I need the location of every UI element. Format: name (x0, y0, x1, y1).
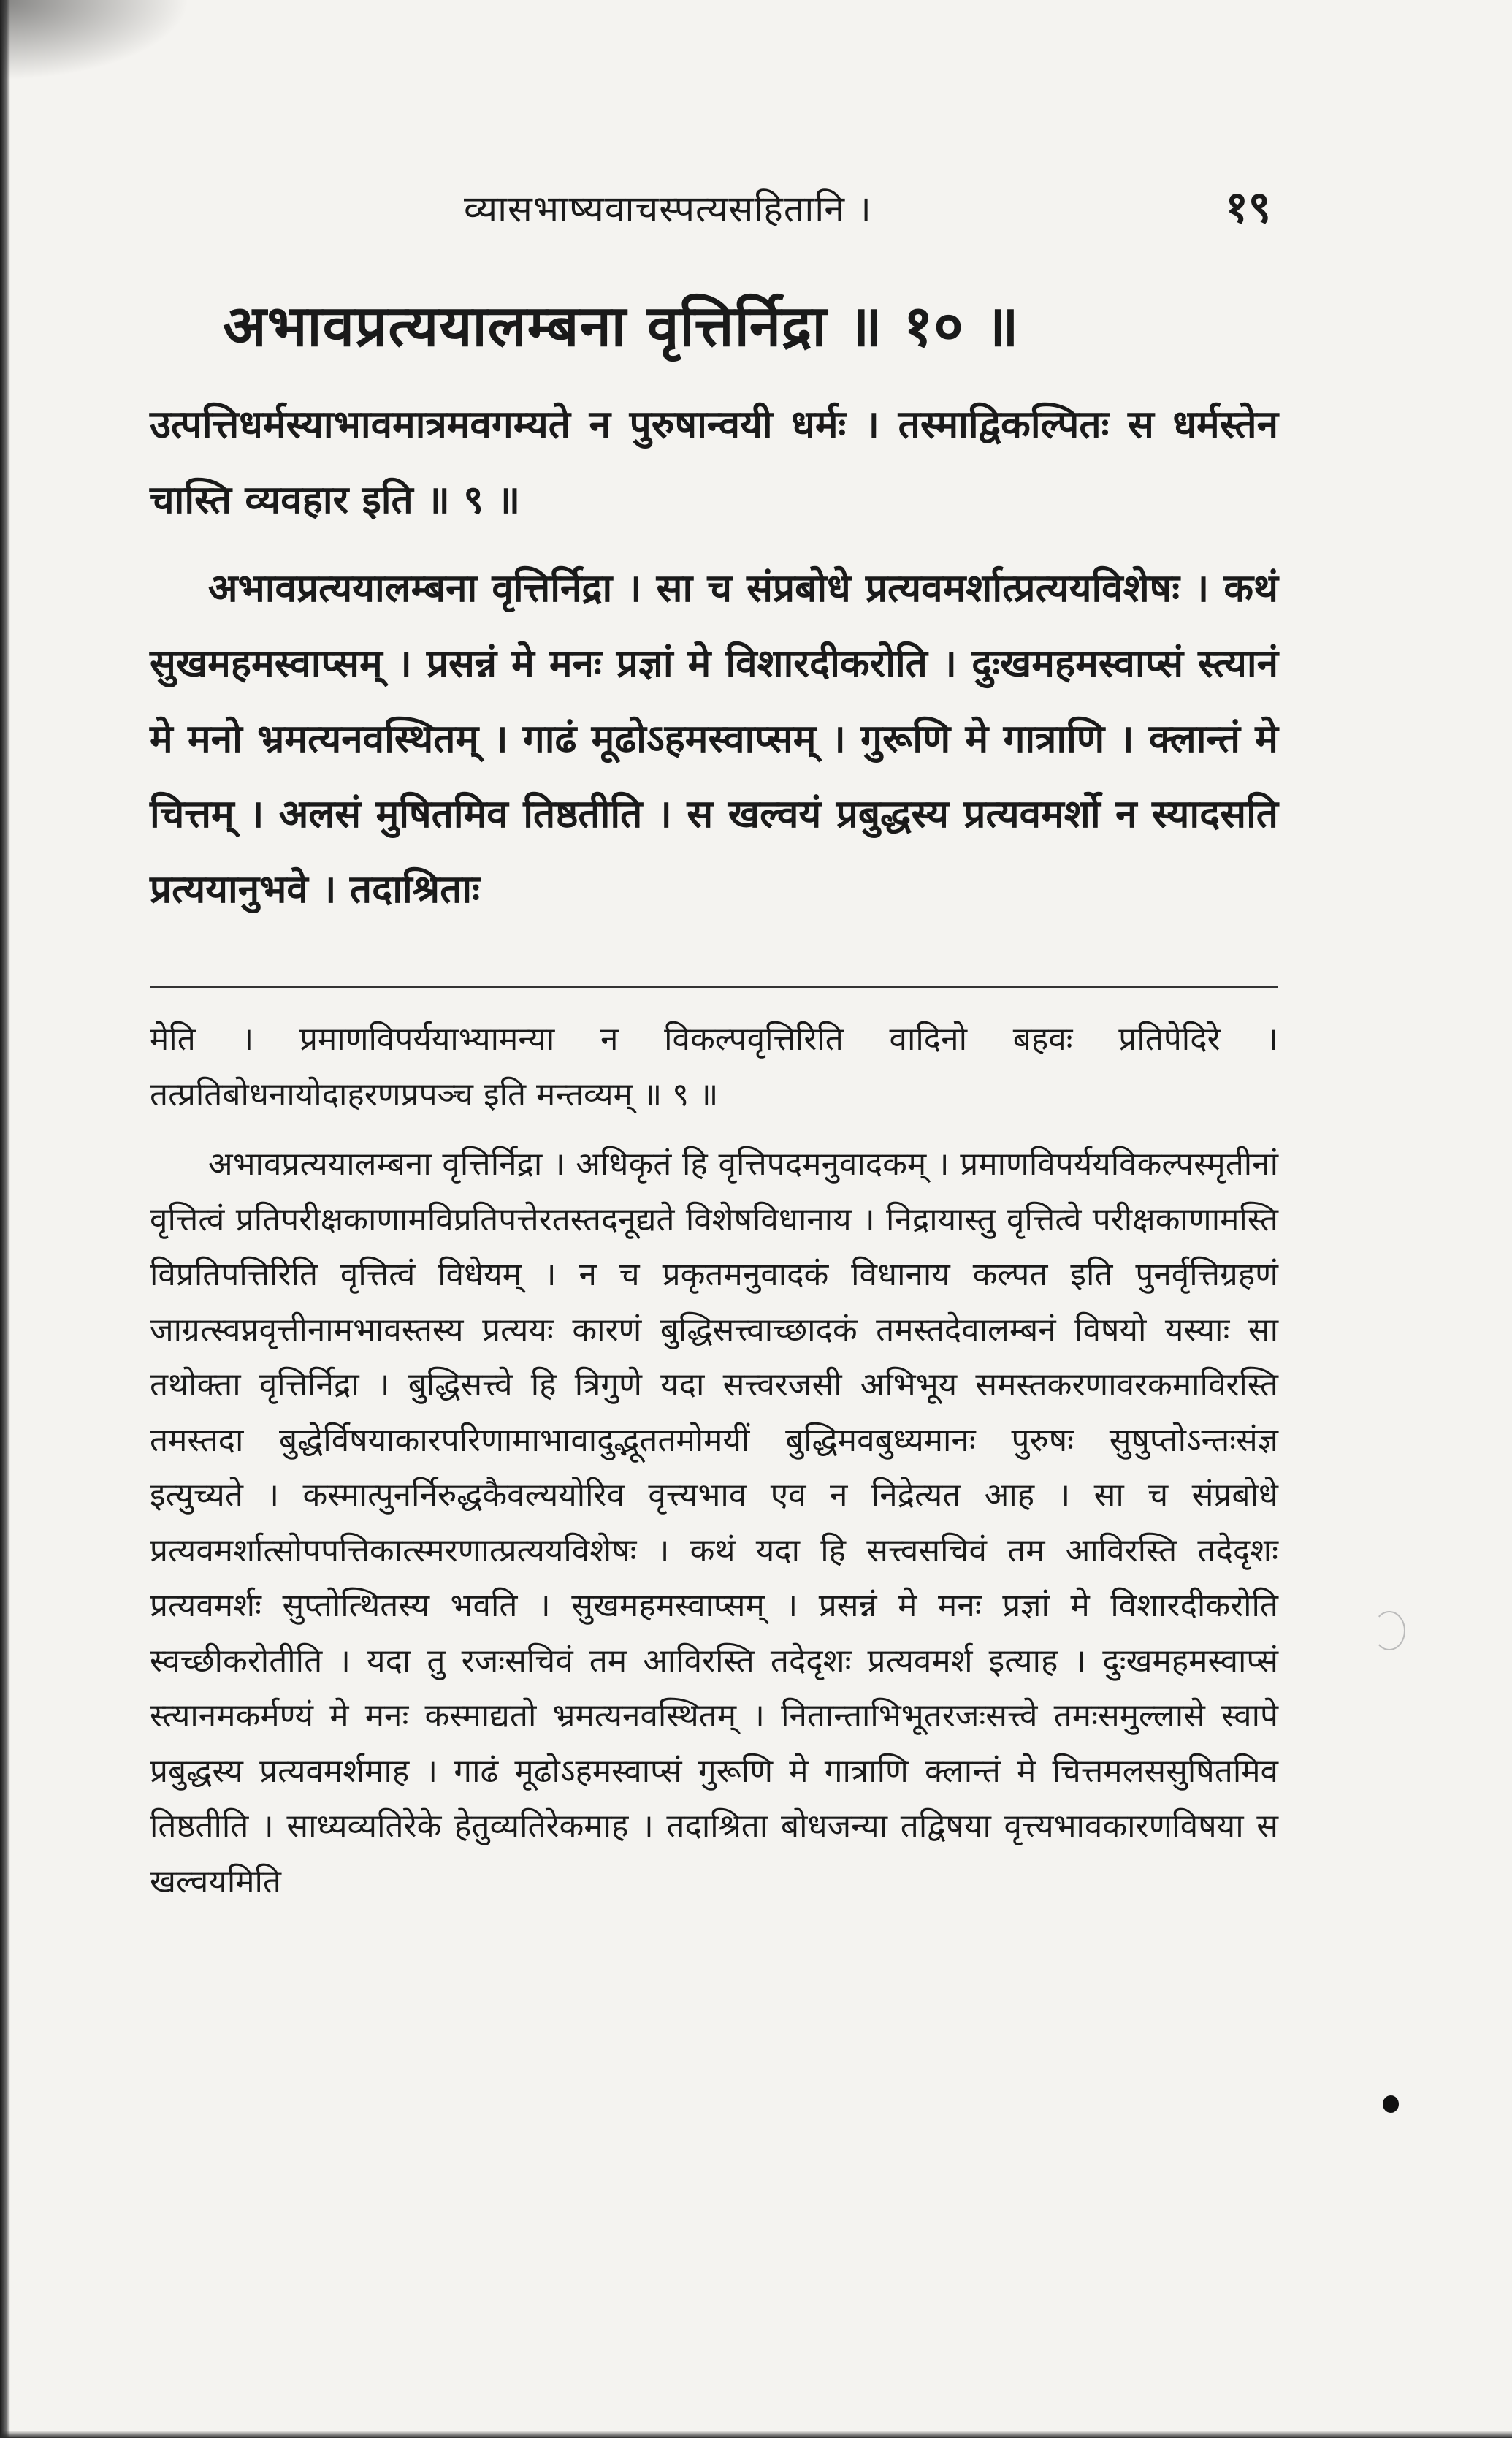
running-head: व्यासभाष्यवाचस्पत्यसहितानि । (464, 188, 872, 230)
tika-commentary (150, 1012, 1278, 1909)
tika-paragraph: अभावप्रत्ययालम्बना वृत्तिर्निद्रा । अधिकृतं हि वृत्तिपदमनुवादकम् । प्रमाणविपर्ययविकल्पस्मृतीनां वृत्तित्वं प्रतिपरीक्षकाणामविप्रतिपत्तेरतस्तदनूद्यते विशेषविधानाय । निद्रायास्तु वृत्तित्वे परीक्षकाणामस्ति विप्रतिपत्तिरिति वृत्तित्वं विधेयम् । न च प्रकृतमनुवादकं विधानाय कल्पत इति पुनर्वृत्तिग्रहणं जाग्रत्स्वप्नवृत्तीनामभावस्तस्य प्रत्ययः कारणं बुद्धिसत्त्वाच्छादकं तमस्तदेवालम्बनं विषयो यस्याः सा तथोक्ता वृत्तिर्निद्रा । बुद्धिसत्त्वे हि त्रिगुणे यदा सत्त्वरजसी अभिभूय समस्तकरणावरकमाविरस्ति तमस्तदा बुद्धेर्विषयाकारपरिणामाभावादुद्भूततमोमयीं बुद्धिमवबुध्यमानः पुरुषः सुषुप्तोऽन्तःसंज्ञ इत्युच्यते । कस्मात्पुनर्निरुद्धकैवल्ययोरिव वृत्त्यभाव एव न निद्रेत्यत आह । सा च संप्रबोधे प्रत्यवमर्शात्सोपपत्तिकात्स्मरणात्प्रत्ययविशेषः । कथं यदा हि सत्त्वसचिवं तम आविरस्ति तदेदृशः प्रत्यवमर्शः सुप्तोत्थितस्य भवति । सुखमहमस्वाप्सम् । प्रसन्नं मे मनः प्रज्ञां मे विशारदीकरोति स्वच्छीकरोतीति । यदा तु रजःसचिवं तम आविरस्ति तदेदृशः प्रत्यवमर्श इत्याह । दुःखमहमस्वाप्सं स्त्यानमकर्मण्यं मे मनः कस्माद्यतो भ्रमत्यनवस्थितम् । नितान्ताभिभूतरजःसत्त्वे तमःसमुल्लासे स्वापे प्रबुद्धस्य प्रत्यवमर्शमाह । गाढं मूढोऽहमस्वाप्सं गुरूणि मे गात्राणि क्लान्तं मे चित्तमलससुषितमिव तिष्ठतीति । साध्यव्यतिरेके हेतुव्यतिरेकमाह । तदाश्रिता बोधजन्या तद्विषया वृत्त्यभावकारणविषया स खल्वयमिति (150, 1146, 1278, 1900)
bhashya-commentary (150, 387, 1278, 927)
tika-paragraph: मेति । प्रमाणविपर्ययाभ्यामन्या न विकल्पवृत्तिरिति वादिनो बहवः प्रतिपेदिरे । तत्प्रतिबोधनायोदाहरणप्रपञ्च इति मन्तव्यम् ॥ ९ ॥ (150, 1021, 1278, 1113)
ink-spot (1383, 2095, 1399, 2113)
bhashya-paragraph: अभावप्रत्ययालम्बना वृत्तिर्निद्रा । सा च संप्रबोधे प्रत्यवमर्शात्प्रत्ययविशेषः । कथं सुखमहमस्वाप्सम् । प्रसन्नं मे मनः प्रज्ञां मे विशारदीकरोति । दुःखमहमस्वाप्सं स्त्यानं मे मनो भ्रमत्यनवस्थितम् । गाढं मूढोऽहमस्वाप्सम् । गुरूणि मे गात्राणि । क्लान्तं मे चित्तम् । अलसं मुषितमिव तिष्ठतीति । स खल्वयं प्रबुद्धस्य प्रत्यवमर्शो न स्यादसति प्रत्ययानुभवे । तदाश्रिताः (150, 565, 1278, 912)
sutra-heading: अभावप्रत्ययालम्बना वृत्तिर्निद्रा ॥ १० ॥ (223, 293, 1020, 359)
page-shadow-bottom (0, 2431, 1512, 2438)
page-number: १९ (1225, 182, 1271, 233)
binding-hole-mark (1373, 1611, 1405, 1650)
bhashya-paragraph: उत्पत्तिधर्मस्याभावमात्रमवगम्यते न पुरुषान्वयी धर्मः । तस्माद्विकल्पितः स धर्मस्तेन चास्ति व्यवहार इति ॥ ९ ॥ (150, 402, 1278, 522)
page-header (146, 175, 1293, 241)
section-divider (150, 986, 1278, 988)
page-shadow-corner (0, 0, 190, 80)
page-shadow-left (0, 0, 10, 2438)
